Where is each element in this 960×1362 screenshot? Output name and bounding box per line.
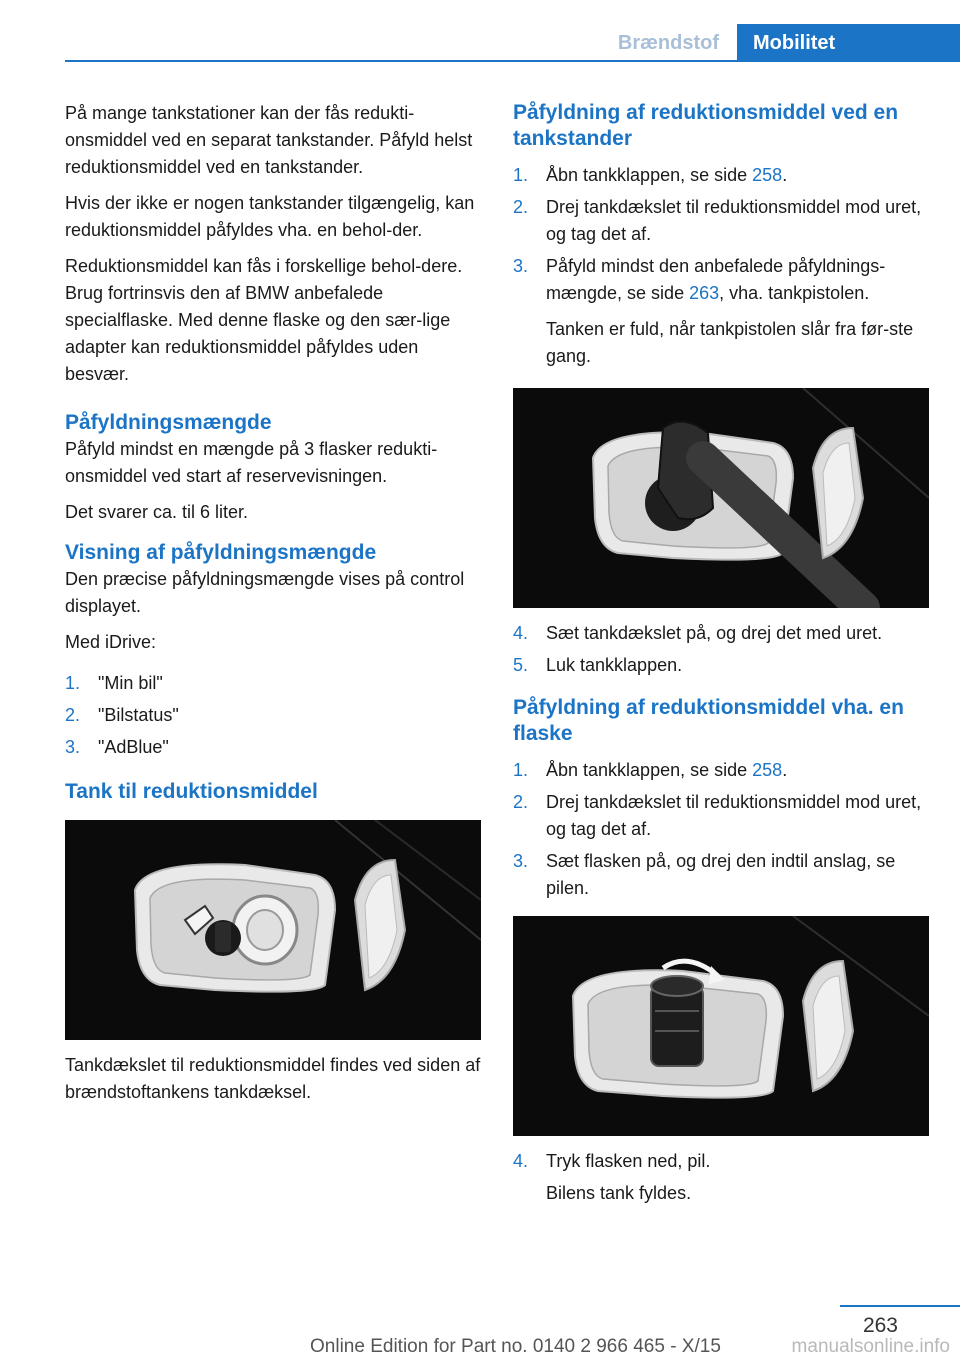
step-number: 1. (65, 673, 81, 693)
section-heading: Tank til reduktionsmiddel (65, 780, 318, 803)
step-number: 4. (513, 1151, 529, 1171)
step-text: Tryk flasken ned, pil. (546, 1151, 711, 1171)
pump-steps-continued (513, 620, 929, 679)
pump-steps (513, 162, 929, 307)
step-text: . (782, 760, 788, 780)
right-column (513, 100, 929, 1216)
page-reference-link[interactable]: 258 (752, 165, 783, 185)
paragraph: Det svarer ca. til 6 liter. (65, 502, 249, 522)
paragraph: Den præcise påfyldningsmængde vises på control displayet. (65, 569, 465, 616)
step-number: 1. (513, 760, 529, 780)
list-item (65, 670, 481, 697)
refill-bottle-illustration (513, 916, 929, 1136)
step-number: 5. (513, 655, 529, 675)
step-text: "AdBlue" (98, 737, 169, 757)
page-reference-link[interactable]: 263 (689, 283, 720, 303)
watermark: manualsonline.info (791, 1336, 950, 1357)
step-number: 2. (513, 197, 529, 217)
section-heading: Påfyldning af reduktionsmiddel vha. en flaske (513, 696, 904, 745)
header-section-label: Brændstof (617, 32, 719, 54)
list-item (513, 194, 929, 248)
list-item (65, 702, 481, 729)
paragraph: Reduktionsmiddel kan fås i forskellige behol-dere. Brug fortrinsvis den af BMW anbefalede specialflaske. Med denne flaske og den sær-lige adapter kan reduktionsmiddel påfyldes uden besvær. (65, 256, 463, 384)
pump-nozzle-photo (513, 388, 929, 608)
step-number: 2. (513, 792, 529, 812)
paragraph: På mange tankstationer kan der fås redukti-onsmiddel ved en separat tankstander. Påfyld helst reduktionsmiddel ved en tankstander. (65, 103, 473, 177)
header-rule (65, 60, 960, 62)
step-number: 4. (513, 623, 529, 643)
list-item (65, 734, 481, 761)
list-item (513, 652, 929, 679)
photo-caption: Tankdækslet til reduktionsmiddel findes ved siden af brændstoftankens tankdæksel. (65, 1055, 481, 1102)
edition-footer: Online Edition for Part no. 0140 2 966 465 - X/15 (310, 1336, 721, 1357)
step-text: "Bilstatus" (98, 705, 179, 725)
list-item (513, 789, 929, 843)
step-text: Åbn tankklappen, se side (546, 165, 753, 185)
step-number: 3. (513, 851, 529, 871)
left-column (65, 100, 481, 1115)
list-item (513, 848, 929, 902)
section-heading: Visning af påfyldningsmængde (65, 541, 377, 564)
step-number: 3. (65, 737, 81, 757)
paragraph: Hvis der ikke er nogen tankstander tilgængelig, kan reduktionsmiddel påfyldes vha. en behol-der. (65, 193, 475, 240)
footer-rule (840, 1305, 960, 1307)
section-heading: Påfyldning af reduktionsmiddel ved en tankstander (513, 101, 899, 150)
list-item (513, 620, 929, 647)
idrive-steps (65, 670, 481, 761)
section-heading: Påfyldningsmængde (65, 411, 272, 434)
step-text: Åbn tankklappen, se side (546, 760, 753, 780)
refill-bottle-photo (513, 916, 929, 1136)
header-chapter-tab: Mobilitet (737, 24, 960, 62)
page-reference-link[interactable]: 258 (752, 760, 783, 780)
step-note: Bilens tank fyldes. (546, 1183, 692, 1203)
step-text: . (782, 165, 788, 185)
paragraph: Påfyld mindst en mængde på 3 flasker redukti-onsmiddel ved start af reservevisningen. (65, 439, 438, 486)
step-text: Påfyld mindst den anbefalede påfyldnings-mængde, se side (546, 256, 886, 303)
step-text: Drej tankdækslet til reduktionsmiddel mod uret, og tag det af. (546, 792, 922, 839)
list-item (513, 1148, 929, 1175)
step-number: 3. (513, 256, 529, 276)
step-note: Tanken er fuld, når tankpistolen slår fra før-ste gang. (546, 319, 914, 366)
page-number: 263 (862, 1314, 898, 1337)
step-text: Sæt tankdækslet på, og drej det med uret. (546, 623, 883, 643)
tank-cap-illustration (65, 820, 481, 1040)
bottle-steps-continued (513, 1148, 929, 1175)
step-text: Drej tankdækslet til reduktionsmiddel mod uret, og tag det af. (546, 197, 922, 244)
list-item (513, 253, 929, 307)
step-text: Sæt flasken på, og drej den indtil anslag, se pilen. (546, 851, 896, 898)
bottle-steps (513, 757, 929, 902)
step-text: , vha. tankpistolen. (719, 283, 870, 303)
step-number: 2. (65, 705, 81, 725)
step-number: 1. (513, 165, 529, 185)
pump-nozzle-illustration (513, 388, 929, 608)
step-text: Luk tankklappen. (546, 655, 683, 675)
tank-cap-photo (65, 820, 481, 1040)
paragraph: Med iDrive: (65, 632, 157, 652)
list-item (513, 757, 929, 784)
step-text: "Min bil" (98, 673, 163, 693)
list-item (513, 162, 929, 189)
